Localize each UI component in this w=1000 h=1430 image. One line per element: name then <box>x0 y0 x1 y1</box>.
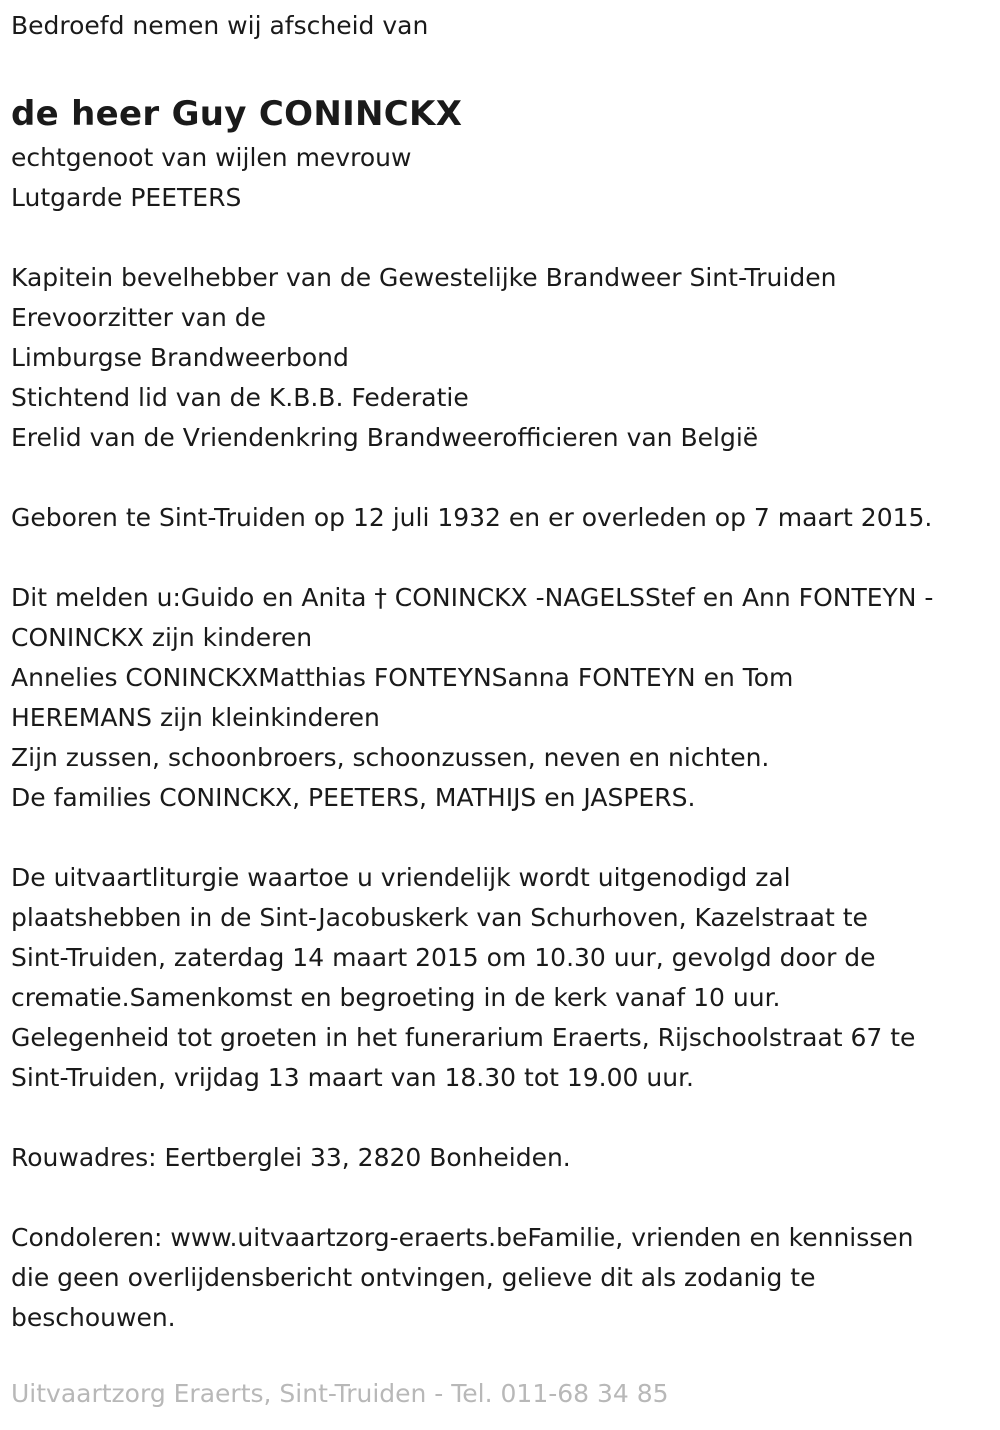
relatives-line: Zijn zussen, schoonbroers, schoonzussen, neven en nichten. <box>11 743 770 772</box>
deceased-name: de heer Guy CONINCKX <box>11 94 463 134</box>
grandchildren-line: HEREMANS zijn kleinkinderen <box>11 703 380 732</box>
ceremony-line: Gelegenheid tot groeten in het funerarium Eraerts, Rijschoolstraat 67 te <box>11 1023 916 1052</box>
spouse-line: echtgenoot van wijlen mevrouw <box>11 143 412 172</box>
address-section <box>11 1138 991 1178</box>
ceremony-line: crematie.Samenkomst en begroeting in de kerk vanaf 10 uur. <box>11 983 781 1012</box>
title-line: Kapitein bevelhebber van de Gewestelijke Brandweer Sint-Truiden <box>11 263 837 292</box>
obituary-document <box>11 6 991 1338</box>
ceremony-line: Sint-Truiden, zaterdag 14 maart 2015 om 10.30 uur, gevolgd door de <box>11 943 876 972</box>
ceremony-line: plaatshebben in de Sint-Jacobuskerk van Schurhoven, Kazelstraat te <box>11 903 868 932</box>
birth-death-text: Geboren te Sint-Truiden op 12 juli 1932 en er overleden op 7 maart 2015. <box>11 503 933 532</box>
birth-death-section <box>11 498 991 538</box>
titles-section <box>11 258 991 458</box>
condolence-line: beschouwen. <box>11 1303 176 1332</box>
condolence-line: die geen overlijdensbericht ontvingen, gelieve dit als zodanig te <box>11 1263 816 1292</box>
funeral-home-footer: Uitvaartzorg Eraerts, Sint-Truiden - Tel. 011-68 34 85 <box>11 1379 669 1408</box>
family-section <box>11 578 991 818</box>
children-line: CONINCKX zijn kinderen <box>11 623 313 652</box>
children-line: Dit melden u:Guido en Anita † CONINCKX -NAGELSStef en Ann FONTEYN - <box>11 583 934 612</box>
spouse-section <box>11 138 991 218</box>
spouse-name: Lutgarde PEETERS <box>11 183 242 212</box>
mourning-address: Rouwadres: Eertberglei 33, 2820 Bonheiden. <box>11 1143 571 1172</box>
title-line: Stichtend lid van de K.B.B. Federatie <box>11 383 469 412</box>
title-line: Erevoorzitter van de <box>11 303 267 332</box>
intro-text: Bedroefd nemen wij afscheid van <box>11 11 429 40</box>
ceremony-section <box>11 858 991 1098</box>
condolence-line: Condoleren: www.uitvaartzorg-eraerts.beFamilie, vrienden en kennissen <box>11 1223 914 1252</box>
title-line: Limburgse Brandweerbond <box>11 343 349 372</box>
ceremony-line: De uitvaartliturgie waartoe u vriendelijk wordt uitgenodigd zal <box>11 863 791 892</box>
grandchildren-line: Annelies CONINCKXMatthias FONTEYNSanna FONTEYN en Tom <box>11 663 794 692</box>
title-line: Erelid van de Vriendenkring Brandweerofficieren van België <box>11 423 759 452</box>
families-line: De families CONINCKX, PEETERS, MATHIJS en JASPERS. <box>11 783 696 812</box>
ceremony-line: Sint-Truiden, vrijdag 13 maart van 18.30 tot 19.00 uur. <box>11 1063 694 1092</box>
condolence-section <box>11 1218 991 1338</box>
